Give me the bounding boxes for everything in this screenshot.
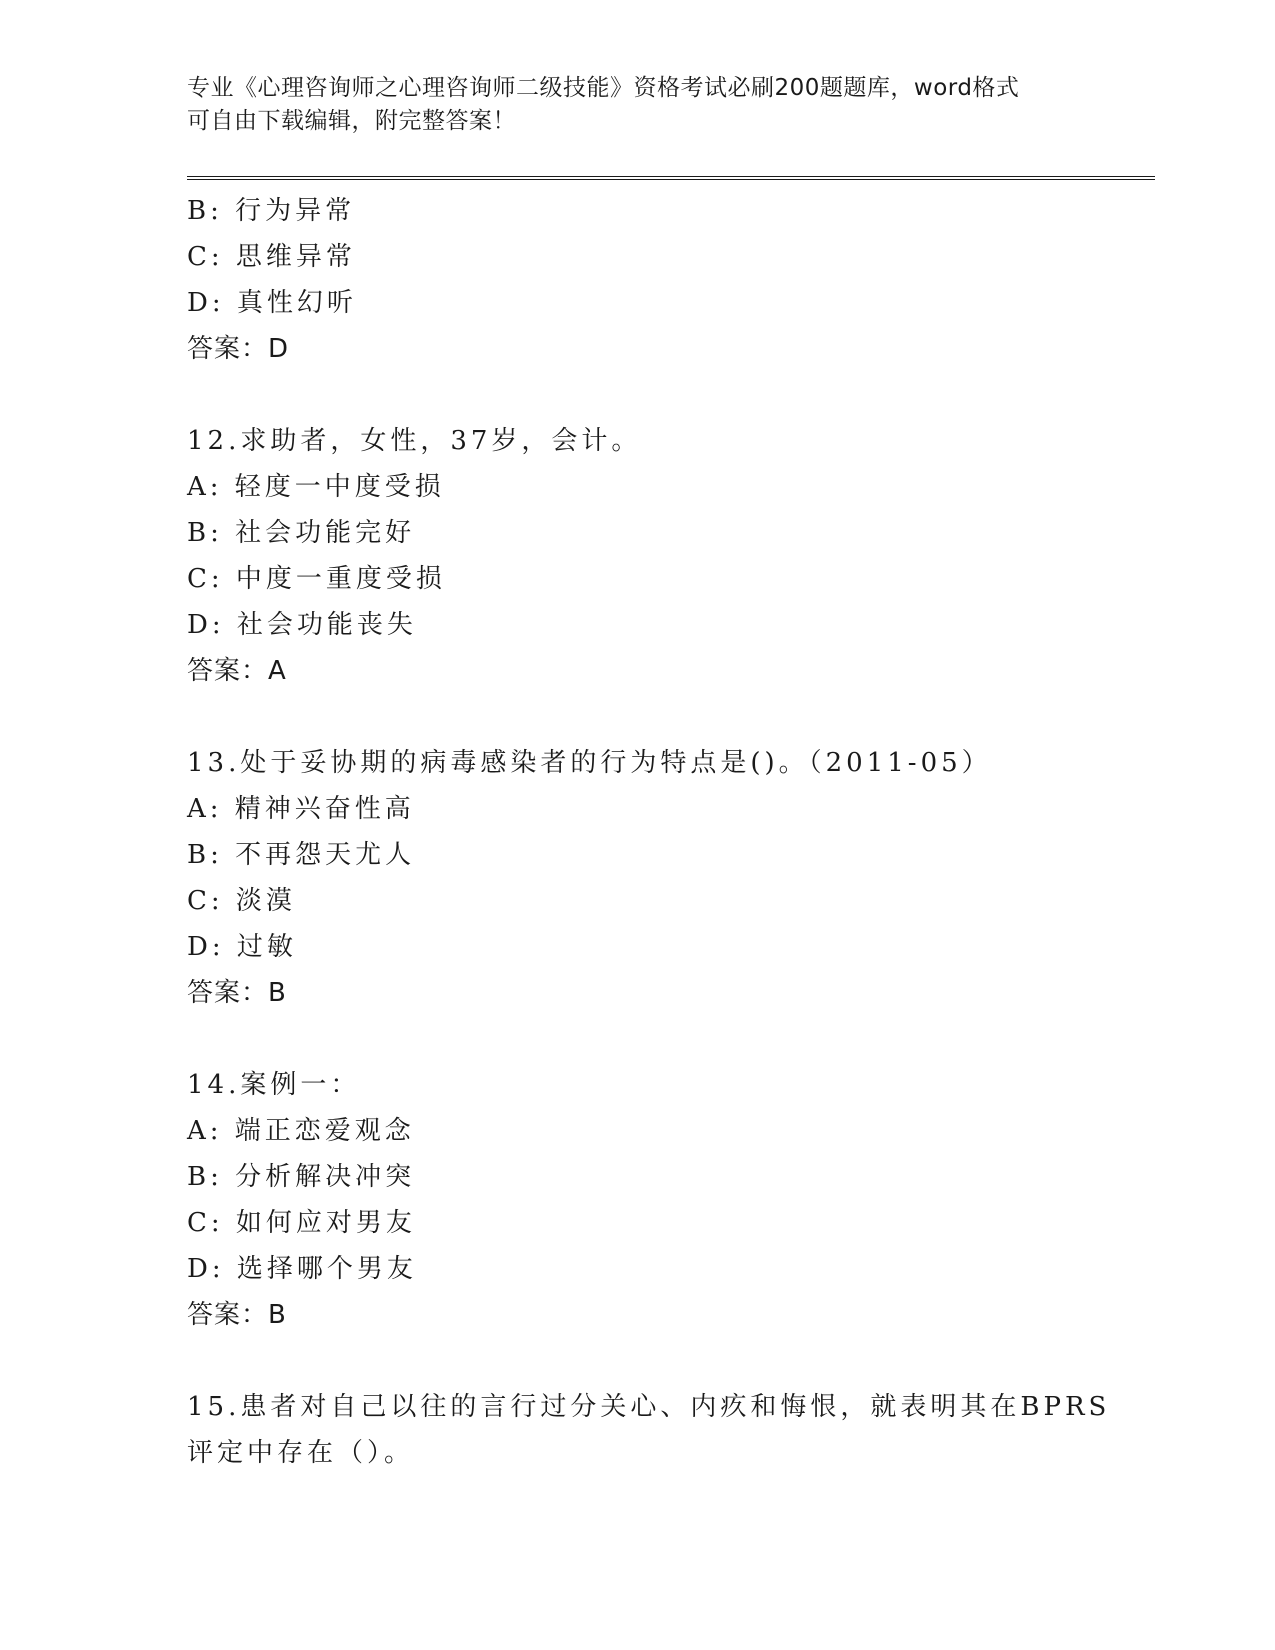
option-c: C: 淡漠 [187, 886, 296, 916]
spacer [187, 1338, 1087, 1384]
answer-line: 答案：B [187, 978, 287, 1008]
option-b: B: 行为异常 [187, 196, 356, 226]
option-b: B: 社会功能完好 [187, 518, 416, 548]
question-12 [187, 418, 1087, 694]
option-d: D: 真性幻听 [187, 288, 357, 318]
question-title: 12.求助者，女性，37岁，会计。 [187, 426, 642, 456]
question-14 [187, 1062, 1087, 1338]
question-list [187, 188, 1111, 1476]
question-title-line-1: 15.患者对自己以往的言行过分关心、内疚和悔恨，就表明其在BPRS [187, 1392, 1111, 1422]
header-line-2: 可自由下载编辑，附完整答案！ [187, 108, 516, 134]
question-15 [187, 1384, 1111, 1476]
question-title-line-2: 评定中存在（）。 [187, 1438, 415, 1468]
option-d: D: 社会功能丧失 [187, 610, 417, 640]
option-b: B: 分析解决冲突 [187, 1162, 416, 1192]
answer-line: 答案：D [187, 334, 290, 364]
option-d: D: 选择哪个男友 [187, 1254, 417, 1284]
spacer [187, 1016, 1087, 1062]
option-a: A: 精神兴奋性高 [187, 794, 415, 824]
question-11-continued [187, 188, 1087, 372]
header-divider [187, 176, 1155, 180]
header-line-1: 专业《心理咨询师之心理咨询师二级技能》资格考试必刷200题题库，word格式 [187, 75, 1020, 101]
spacer [187, 372, 1087, 418]
option-c: C: 思维异常 [187, 242, 356, 272]
answer-line: 答案：A [187, 656, 287, 686]
answer-line: 答案：B [187, 1300, 287, 1330]
option-c: C: 如何应对男友 [187, 1208, 416, 1238]
option-c: C: 中度一重度受损 [187, 564, 446, 594]
question-title: 14.案例一： [187, 1070, 361, 1100]
option-a: A: 轻度一中度受损 [187, 472, 445, 502]
question-13 [187, 740, 1087, 1016]
option-a: A: 端正恋爱观念 [187, 1116, 415, 1146]
document-header [187, 72, 1087, 138]
option-b: B: 不再怨天尤人 [187, 840, 416, 870]
option-d: D: 过敏 [187, 932, 297, 962]
question-title: 13.处于妥协期的病毒感染者的行为特点是()。（2011-05） [187, 748, 992, 778]
spacer [187, 694, 1087, 740]
